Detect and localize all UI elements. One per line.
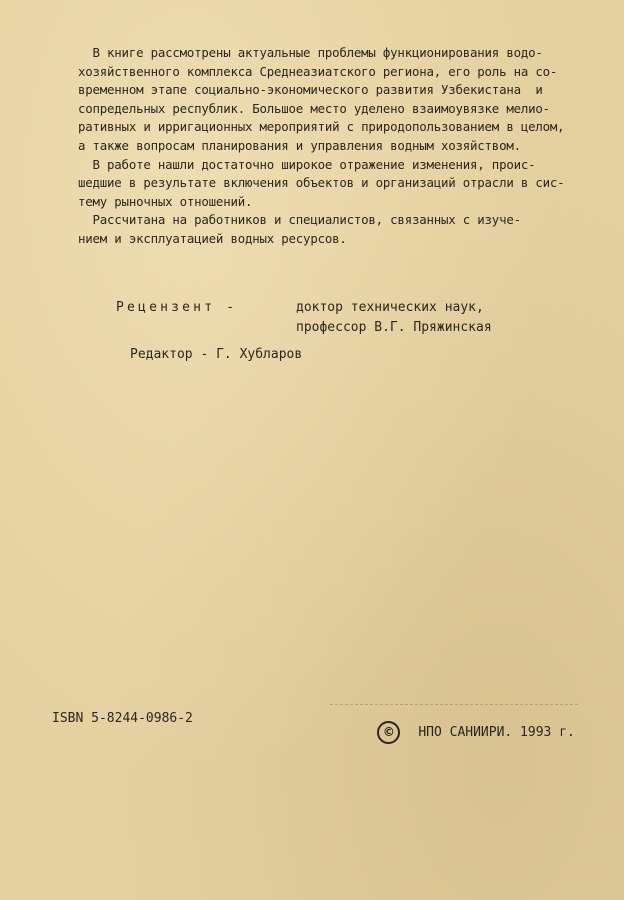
publisher-imprint: НПО САНИИРИ. 1993 г.	[418, 725, 575, 740]
abstract-line: сопредельных республик. Большое место уделено взаимоувязке мелио-	[78, 100, 550, 116]
abstract-text	[78, 44, 598, 249]
abstract-line: В книге рассмотрены актуальные проблемы функционирования водо-	[78, 45, 543, 60]
reviewer-name: профессор В.Г. Пряжинская	[296, 320, 492, 335]
reviewer-role: Рецензент -	[116, 300, 238, 315]
abstract-line: нием и эксплуатацией водных ресурсов.	[78, 230, 347, 246]
abstract-line: ративных и ирригационных мероприятий с природопользованием в целом,	[78, 119, 565, 135]
reviewer-credit	[116, 298, 492, 335]
reviewer-title: доктор технических наук,	[296, 300, 484, 315]
copyright-icon: ©	[377, 721, 400, 744]
editor-credit: Редактор - Г. Хубларов	[130, 347, 303, 362]
abstract-line: временном этапе социально-экономического развития Узбекистана и	[78, 82, 543, 98]
abstract-line: шедшие в результате включения объектов и организаций отрасли в сис-	[78, 175, 565, 191]
copyright-line	[346, 706, 575, 759]
divider	[330, 704, 578, 705]
abstract-line: а также вопросам планирования и управления водным хозяйством.	[78, 137, 521, 153]
abstract-line: хозяйственного комплекса Среднеазиатского региона, его роль на со-	[78, 63, 558, 79]
abstract-line: Рассчитана на работников и специалистов, связанных с изуче-	[78, 212, 521, 228]
isbn: ISBN 5-8244-0986-2	[52, 711, 193, 726]
abstract-line: В работе нашли достаточно широкое отражение изменения, проис-	[78, 156, 536, 172]
abstract-line: тему рыночных отношений.	[78, 193, 253, 209]
